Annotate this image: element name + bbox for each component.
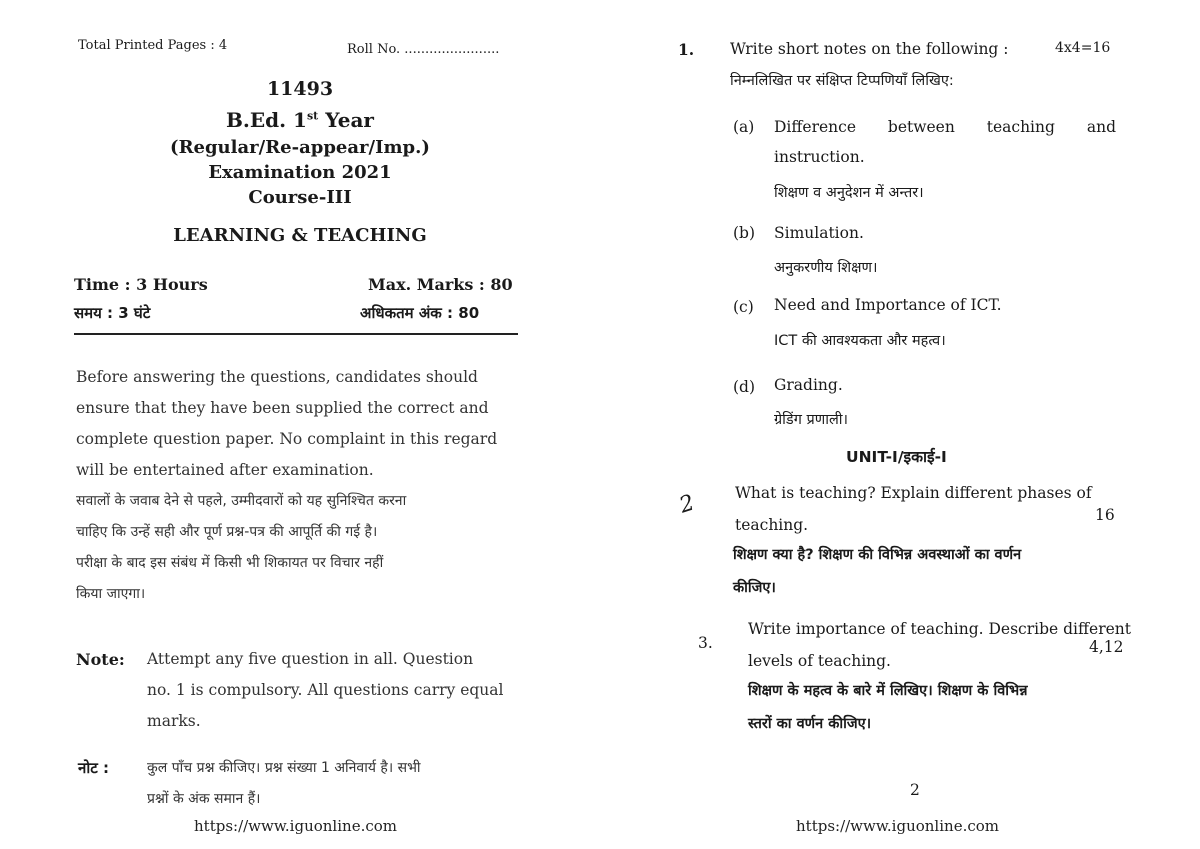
part-a-text-line-2: instruction. xyxy=(774,148,865,166)
time-hindi: समय : 3 घंटे xyxy=(74,304,151,322)
part-d-hindi: ग्रेडिंग प्रणाली। xyxy=(774,412,849,428)
instruction-en-line-2: ensure that they have been supplied the correct and xyxy=(76,399,489,417)
note-hindi-line-1: कुल पाँच प्रश्न कीजिए। प्रश्न संख्या 1 अनिवार्य है। सभी xyxy=(147,760,421,776)
programme-tail: Year xyxy=(318,108,374,132)
question-2-text-line-2: teaching. xyxy=(735,516,809,534)
question-2-hindi-line-2: कीजिए। xyxy=(733,580,776,596)
question-1-number: 1. xyxy=(678,40,695,59)
question-3-marks: 4,12 xyxy=(1089,638,1124,656)
question-3-number: 3. xyxy=(698,634,713,652)
instruction-hi-line-4: किया जाएगा। xyxy=(76,586,146,602)
note-line-3: marks. xyxy=(147,712,201,730)
question-1-text: Write short notes on the following : xyxy=(730,40,1009,58)
footer-url: https://www.iguonline.com xyxy=(796,817,999,835)
programme-sup: st xyxy=(306,109,319,123)
part-c-hindi: ICT की आवश्यकता और महत्व। xyxy=(774,333,946,349)
question-3-hindi-line-1: शिक्षण के महत्व के बारे में लिखिए। शिक्षण के विभिन्न xyxy=(748,683,1028,699)
question-2-handwritten-number: 2 xyxy=(676,490,698,519)
part-c-label: (c) xyxy=(733,298,754,316)
unit-heading: UNIT-I/इकाई-I xyxy=(846,448,947,466)
question-1-marks: 4x4=16 xyxy=(1055,40,1111,56)
page-number: 2 xyxy=(910,781,920,799)
paper-code: 11493 xyxy=(266,78,334,100)
max-marks-hindi: अधिकतम अंक : 80 xyxy=(360,304,480,322)
programme-title xyxy=(0,108,600,132)
instruction-en-line-1: Before answering the questions, candidates should xyxy=(76,368,478,386)
part-a-hindi: शिक्षण व अनुदेशन में अन्तर। xyxy=(774,185,924,201)
programme-name: B.Ed. 1 xyxy=(226,108,307,132)
course-name: Course-III xyxy=(248,187,352,208)
part-a-text-line-1: Difference between teaching and xyxy=(774,118,1116,136)
header-block xyxy=(0,78,600,100)
exam-category: (Regular/Re-appear/Imp.) xyxy=(170,137,430,158)
question-3-text-line-2: levels of teaching. xyxy=(748,652,891,670)
note-hindi-line-2: प्रश्नों के अंक समान हैं। xyxy=(147,791,261,807)
subject-title: LEARNING & TEACHING xyxy=(173,225,427,246)
part-c-text: Need and Importance of ICT. xyxy=(774,296,1002,314)
left-page xyxy=(0,0,590,849)
question-1-hindi: निम्नलिखित पर संक्षिप्त टिप्पणियाँ लिखिए: xyxy=(730,73,954,89)
instruction-hi-line-3: परीक्षा के बाद इस संबंध में किसी भी शिकायत पर विचार नहीं xyxy=(76,555,384,571)
total-printed-pages: Total Printed Pages : 4 xyxy=(78,38,228,53)
instruction-hi-line-1: सवालों के जवाब देने से पहले, उम्मीदवारों को यह सुनिश्चित करना xyxy=(76,493,407,509)
instruction-hi-line-2: चाहिए कि उन्हें सही और पूर्ण प्रश्न-पत्र की आपूर्ति की गई है। xyxy=(76,524,378,540)
question-2-marks: 16 xyxy=(1095,506,1115,524)
roll-number-field: Roll No. ....................... xyxy=(347,42,500,57)
part-b-label: (b) xyxy=(733,224,756,242)
max-marks-english: Max. Marks : 80 xyxy=(368,275,513,294)
exam-year: Examination 2021 xyxy=(208,162,392,183)
instruction-en-line-4: will be entertained after examination. xyxy=(76,461,374,479)
header-divider xyxy=(74,333,518,335)
footer-url: https://www.iguonline.com xyxy=(194,817,397,835)
question-3-hindi-line-2: स्तरों का वर्णन कीजिए। xyxy=(748,716,872,732)
question-2-text-line-1: What is teaching? Explain different phases of xyxy=(735,484,1092,502)
note-label: Note: xyxy=(76,650,125,669)
note-line-2: no. 1 is compulsory. All questions carry equal xyxy=(147,681,504,699)
note-hindi-label: नोट : xyxy=(78,759,109,777)
time-english: Time : 3 Hours xyxy=(74,275,208,294)
instruction-en-line-3: complete question paper. No complaint in this regard xyxy=(76,430,498,448)
note-line-1: Attempt any five question in all. Question xyxy=(147,650,474,668)
part-d-label: (d) xyxy=(733,378,756,396)
question-2-hindi-line-1: शिक्षण क्या है? शिक्षण की विभिन्न अवस्थाओं का वर्णन xyxy=(733,547,1022,563)
part-d-text: Grading. xyxy=(774,376,843,394)
part-a-label: (a) xyxy=(733,118,755,136)
part-b-hindi: अनुकरणीय शिक्षण। xyxy=(774,260,878,276)
question-3-text-line-1: Write importance of teaching. Describe different xyxy=(748,620,1131,638)
part-b-text: Simulation. xyxy=(774,224,864,242)
right-page xyxy=(600,0,1200,849)
